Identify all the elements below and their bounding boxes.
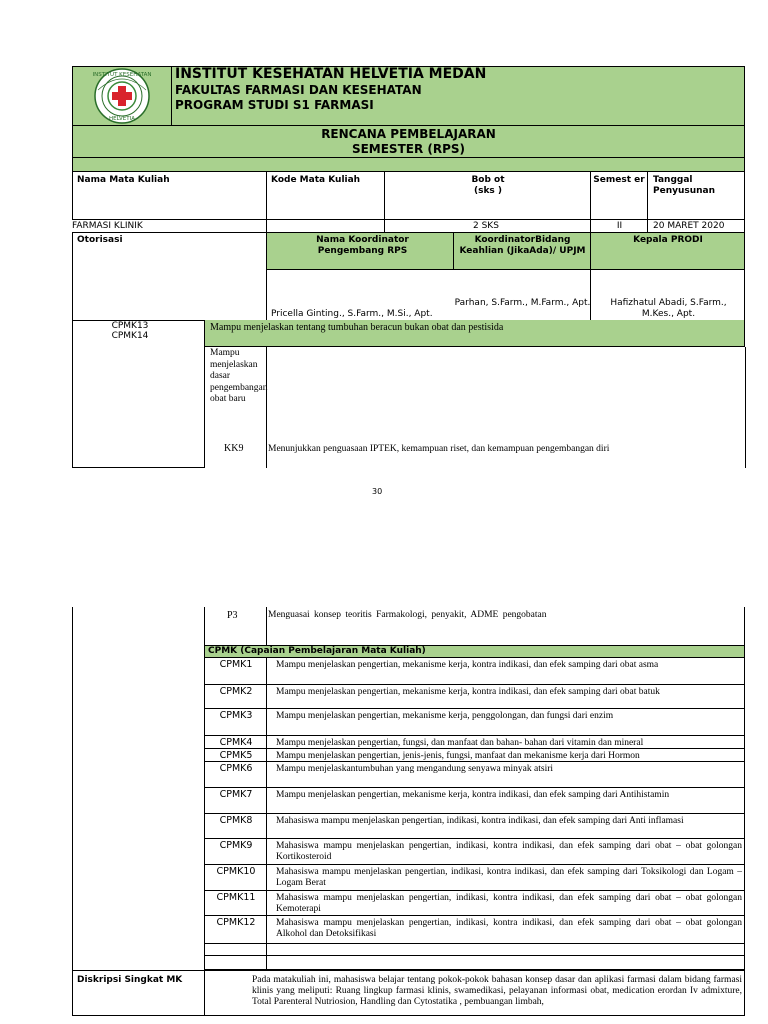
- cpmk-code: CPMK11: [216, 892, 256, 903]
- course-code-header: Kode Mata Kuliah: [271, 175, 361, 185]
- credits-header: Bob ot (sks ): [471, 175, 505, 196]
- expertise-name: Parhan, S.Farm., M.Farm., Apt.: [454, 298, 591, 308]
- cpmk-code: CPMK8: [219, 815, 253, 826]
- faculty-name: FAKULTAS FARMASI DAN KESEHATAN: [175, 83, 422, 97]
- cpmk-code: CPMK1: [219, 659, 253, 670]
- description-label: Diskripsi Singkat MK: [77, 975, 183, 985]
- document-title-line1: RENCANA PEMBELAJARAN: [321, 127, 496, 141]
- expertise-header: KoordinatorBidang Keahlian (JikaAda)/ UPJM: [459, 235, 586, 256]
- coordinator-header: Nama Koordinator Pengembang RPS: [316, 235, 409, 256]
- date-header: Tanggal Penyusunan: [653, 175, 716, 196]
- semester-value: II: [616, 221, 623, 231]
- logo-cell: [72, 66, 172, 126]
- cpmk-code: CPMK10: [216, 866, 256, 877]
- description-text: Pada matakuliah ini, mahasiswa belajar tentang pokok-pokok bahasan konsep dasar dan aplikasi farmasi dalam bidang farmasi klinis yang meliputi: Ruang lingkup farmasi klinis, swamedikasi, pelayanan informasi obat, medication erordan Iv admixture, Total Parenteral Nutriosion, Handling dan Cytostatika , pembuangan limbah,: [252, 975, 742, 1007]
- cpmk-code: CPMK9: [219, 840, 253, 851]
- course-name-header: Nama Mata Kuliah: [77, 175, 170, 185]
- cpmk-code: CPMK7: [219, 789, 253, 800]
- cpmk-code: CPMK3: [219, 710, 253, 721]
- p3-text: Menguasai konsep teoritis Farmakologi, penyakit, ADME pengobatan: [268, 610, 547, 620]
- coordinator-name: Pricella Ginting., S.Farm., M.Si., Apt.: [271, 309, 433, 319]
- date-value: 20 MARET 2020: [653, 221, 725, 231]
- page-number: 30: [372, 487, 383, 496]
- document-title-line2: SEMESTER (RPS): [351, 142, 466, 156]
- institute-logo-icon: [82, 66, 162, 126]
- cpmk-text: Mampu menjelaskan pengertian, fungsi, dan manfaat dan bahan- bahan dari vitamin dan mineral: [276, 738, 644, 748]
- cpmk-code: CPMK2: [219, 686, 253, 697]
- cpmk-text: Mampu menjelaskan pengertian, mekanisme kerja, penggolongan, dan fungsi dari enzim: [276, 711, 614, 721]
- sub-competency-text: Mampu menjelaskan dasar pengembangan obat baru: [210, 348, 268, 404]
- spacer-band: [72, 158, 745, 172]
- cpmk-code: CPMK5: [219, 750, 253, 761]
- authorization-label: Otorisasi: [77, 235, 123, 245]
- kk9-text: Menunjukkan penguasaan IPTEK, kemampuan riset, dan kemampuan pengembangan diri: [268, 444, 610, 454]
- head-name: Hafizhatul Abadi, S.Farm., M.Kes., Apt.: [610, 298, 727, 319]
- course-name-value: FARMASI KLINIK: [72, 221, 143, 231]
- svg-text:INSTITUT KESEHATAN: INSTITUT KESEHATAN: [92, 72, 152, 78]
- cpmk-code: CPMK6: [219, 763, 253, 774]
- cpmk-text: Mampu menjelaskan pengertian, mekanisme kerja, kontra indikasi, dan efek samping dari obat batuk: [276, 687, 660, 697]
- kk9-code: KK9: [224, 443, 244, 454]
- cpmk-text: Mampu menjelaskan pengertian, jenis-jenis, fungsi, manfaat dan mekanisme kerja dari Hormon: [276, 751, 640, 761]
- cpmk-text: Mampu menjelaskan pengertian, mekanisme kerja, kontra indikasi, dan efek samping dari obat asma: [276, 660, 659, 670]
- svg-text:HELVETIA: HELVETIA: [108, 116, 136, 122]
- cpmk-code: CPMK4: [219, 737, 253, 748]
- cpmk-text: Mahasiswa mampu menjelaskan pengertian, indikasi, kontra indikasi, dan efek samping dari obat – obat golongan Kemoterapi: [276, 893, 742, 914]
- institute-name: INSTITUT KESEHATAN HELVETIA MEDAN: [175, 66, 487, 82]
- left-column-p2: [72, 607, 205, 970]
- cpmk-code: CPMK12: [216, 917, 256, 928]
- credits-value: 2 SKS: [473, 221, 499, 231]
- left-column: [72, 320, 205, 468]
- cpmk-text: Mahasiswa mampu menjelaskan pengertian, indikasi, kontra indikasi, dan efek samping dari Anti inflamasi: [276, 816, 684, 826]
- cpmk-text: Mahasiswa mampu menjelaskan pengertian, indikasi, kontra indikasi, dan efek samping dari obat – obat golongan Alkohol dan Detoksifikasi: [276, 918, 742, 939]
- cpmk-text: Mampu menjelaskantumbuhan yang mengandung senyawa minyak atsiri: [276, 764, 554, 774]
- program-name: PROGRAM STUDI S1 FARMASI: [175, 98, 374, 112]
- cpmk-text: Mahasiswa mampu menjelaskan pengertian, indikasi, kontra indikasi, dan efek samping dari obat – obat golongan Kortikosteroid: [276, 841, 742, 862]
- cpmk-header: CPMK (Capaian Pembelajaran Mata Kuliah): [208, 646, 426, 656]
- cpmk13-code: CPMK13: [111, 321, 149, 331]
- cpmk13-text: Mampu menjelaskan tentang tumbuhan beracun bukan obat dan pestisida: [210, 322, 504, 333]
- cpmk-text: Mampu menjelaskan pengertian, mekanisme kerja, kontra indikasi, dan efek samping dari Antihistamin: [276, 790, 670, 800]
- semester-header: Semest er: [593, 175, 645, 185]
- p3-code: P3: [227, 610, 238, 621]
- cpmk14-code: CPMK14: [111, 331, 149, 341]
- cpmk-text: Mahasiswa mampu menjelaskan pengertian, indikasi, kontra indikasi, dan efek samping dari Toksikologi dan Logam – Logam Berat: [276, 867, 742, 888]
- head-header: Kepala PRODI: [633, 235, 703, 245]
